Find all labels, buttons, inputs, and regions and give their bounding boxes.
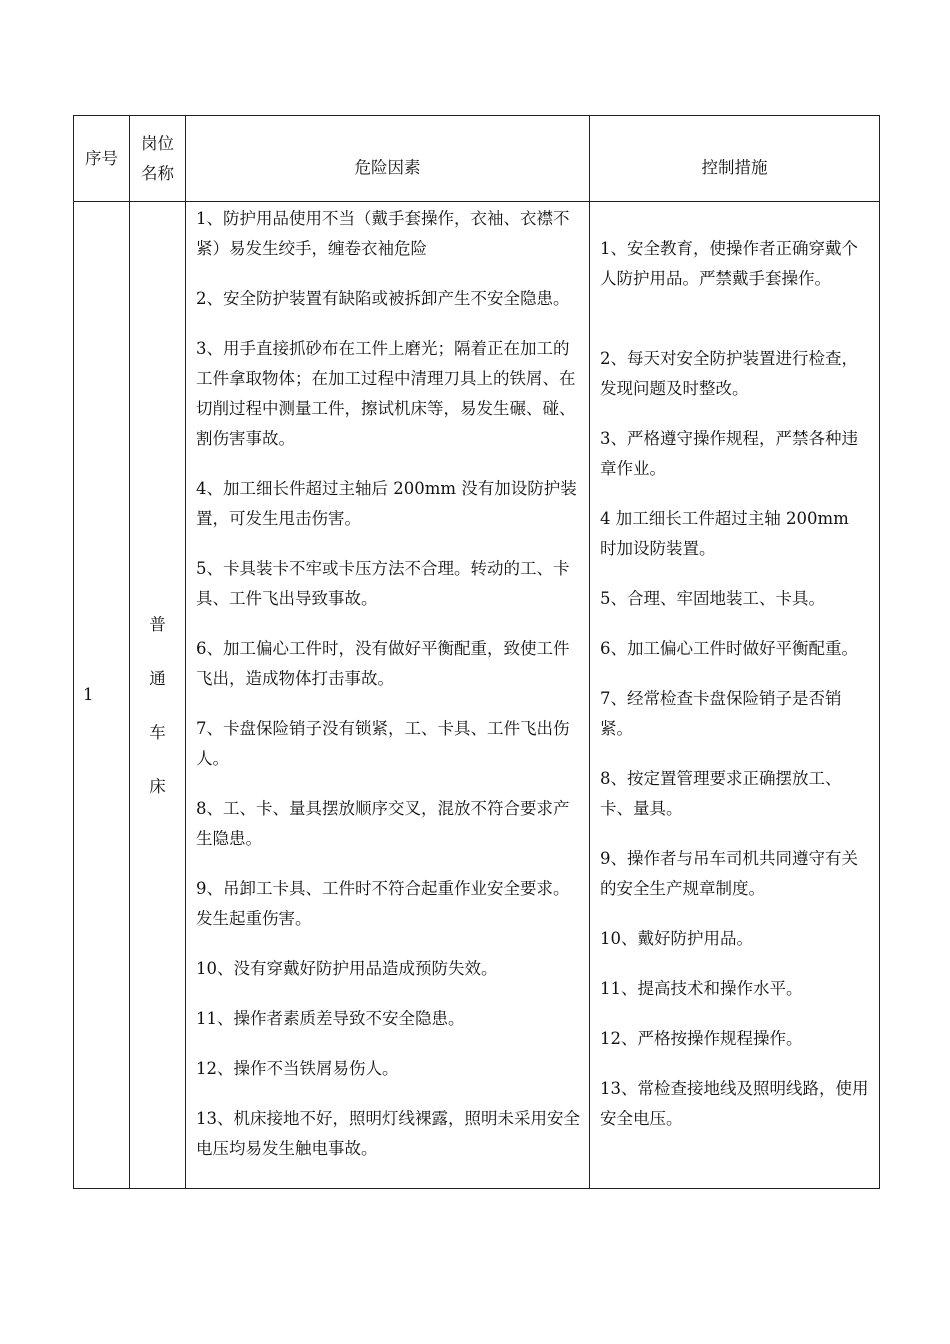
hazard-item: 12、操作不当铁屑易伤人。 bbox=[196, 1059, 399, 1078]
control-item: 5、合理、牢固地装工、卡具。 bbox=[600, 589, 825, 608]
hazard-item: 8、工、卡、量具摆放顺序交叉，混放不符合要求产生隐患。 bbox=[196, 799, 570, 848]
control-item: 8、按定置管理要求正确摆放工、卡、量具。 bbox=[600, 769, 842, 818]
header-row bbox=[74, 116, 880, 202]
hazard-item: 5、卡具装卡不牢或卡压方法不合理。转动的工、卡具、工件飞出导致事故。 bbox=[196, 559, 570, 608]
hazard-item: 1、防护用品使用不当（戴手套操作，衣袖、衣襟不紧）易发生绞手，缠卷衣袖危险 bbox=[196, 209, 570, 258]
control-item: 4 加工细长工件超过主轴 200mm 时加设防装置。 bbox=[600, 509, 849, 558]
control-item: 6、加工偏心工件时做好平衡配重。 bbox=[600, 639, 858, 658]
control-item: 7、经常检查卡盘保险销子是否销紧。 bbox=[600, 689, 842, 738]
control-item: 11、提高技术和操作水平。 bbox=[600, 979, 803, 998]
hazard-item: 2、安全防护装置有缺陷或被拆卸产生不安全隐患。 bbox=[196, 289, 570, 308]
hazard-item: 9、吊卸工卡具、工件时不符合起重作业安全要求。发生起重伤害。 bbox=[196, 879, 570, 928]
control-item: 9、操作者与吊车司机共同遵守有关的安全生产规章制度。 bbox=[600, 849, 858, 898]
control-item: 2、每天对安全防护装置进行检查，发现问题及时整改。 bbox=[600, 349, 858, 398]
header-serial-no: 序号 bbox=[74, 116, 130, 202]
post-char: 床 bbox=[149, 777, 166, 796]
header-controls: 控制措施 bbox=[590, 116, 880, 202]
post-name-vertical bbox=[149, 598, 167, 814]
hazard-item: 10、没有穿戴好防护用品造成预防失效。 bbox=[196, 959, 498, 978]
hazard-item: 11、操作者素质差导致不安全隐患。 bbox=[196, 1009, 465, 1028]
hazard-item: 6、加工偏心工件时，没有做好平衡配重，致使工件飞出，造成物体打击事故。 bbox=[196, 639, 570, 688]
control-item: 10、戴好防护用品。 bbox=[600, 929, 753, 948]
table-row bbox=[74, 202, 880, 1189]
header-post-name bbox=[130, 116, 186, 202]
post-char: 车 bbox=[149, 723, 166, 742]
header-hazards: 危险因素 bbox=[186, 116, 590, 202]
header-post-line1: 岗位 bbox=[141, 133, 174, 153]
hazard-item: 4、加工细长件超过主轴后 200mm 没有加设防护装置，可发生甩击伤害。 bbox=[196, 479, 577, 528]
row-serial-no: 1 bbox=[74, 202, 130, 1189]
post-char: 通 bbox=[149, 669, 166, 688]
hazard-control-table bbox=[73, 115, 880, 1189]
post-char: 普 bbox=[149, 615, 166, 634]
row-post-name bbox=[130, 202, 186, 1189]
hazard-item: 7、卡盘保险销子没有锁紧，工、卡具、工件飞出伤人。 bbox=[196, 719, 570, 768]
control-item: 12、严格按操作规程操作。 bbox=[600, 1029, 803, 1048]
hazard-item: 3、用手直接抓砂布在工件上磨光；隔着正在加工的工件拿取物体；在加工过程中清理刀具上的铁屑、在切削过程中测量工件，擦试机床等，易发生碾、碰、割伤害事故。 bbox=[196, 339, 576, 448]
control-item: 3、严格遵守操作规程，严禁各种违章作业。 bbox=[600, 429, 858, 478]
control-item: 13、常检查接地线及照明线路，使用安全电压。 bbox=[600, 1079, 869, 1128]
hazards-cell bbox=[186, 202, 590, 1189]
controls-cell bbox=[590, 202, 880, 1189]
control-item: 1、安全教育，使操作者正确穿戴个人防护用品。严禁戴手套操作。 bbox=[600, 239, 858, 288]
hazard-item: 13、机床接地不好，照明灯线裸露，照明未采用安全电压均易发生触电事故。 bbox=[196, 1109, 580, 1158]
header-post-line2: 名称 bbox=[141, 163, 174, 183]
